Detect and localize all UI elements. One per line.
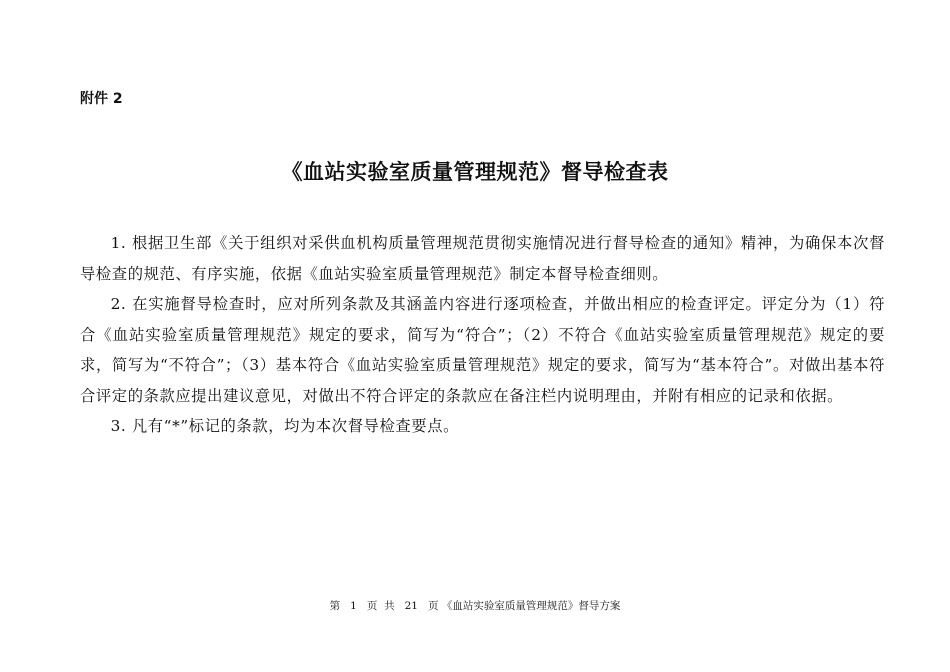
- footer-page-prefix: 第: [329, 600, 341, 612]
- document-body: [80, 228, 885, 442]
- paragraph-2: 2. 在实施督导检查时，应对所列条款及其涵盖内容进行逐项检查，并做出相应的检查评定。评定分为（1）符合《血站实验室质量管理规范》规定的要求，简写为“符合”；（2）不符合《血站实验室质量管理规范》规定的要求，简写为“不符合”；（3）基本符合《血站实验室质量管理规范》规定的要求，简写为“基本符合”。对做出基本符合评定的条款应提出建议意见，对做出不符合评定的条款应在备注栏内说明理由，并附有相应的记录和依据。: [80, 295, 885, 405]
- page-footer: [0, 598, 950, 614]
- document-title: 《血站实验室质量管理规范》督导检查表: [281, 160, 669, 184]
- footer-page-number: 1: [350, 600, 357, 612]
- footer-total-pages: 21: [404, 600, 418, 612]
- footer-page-suffix: 页: [428, 600, 439, 612]
- footer-page-mid: 页 共: [366, 600, 395, 612]
- paragraph-3: 3. 凡有“*”标记的条款，均为本次督导检查要点。: [110, 417, 459, 435]
- attachment-label: 附件 2: [80, 91, 123, 107]
- paragraph-1: 1. 根据卫生部《关于组织对采供血机构质量管理规范贯彻实施情况进行督导检查的通知》精神，为确保本次督导检查的规范、有序实施，依据《血站实验室质量管理规范》制定本督导检查细则。: [80, 234, 885, 283]
- footer-doc-title: 《血站实验室质量管理规范》督导方案: [441, 600, 621, 612]
